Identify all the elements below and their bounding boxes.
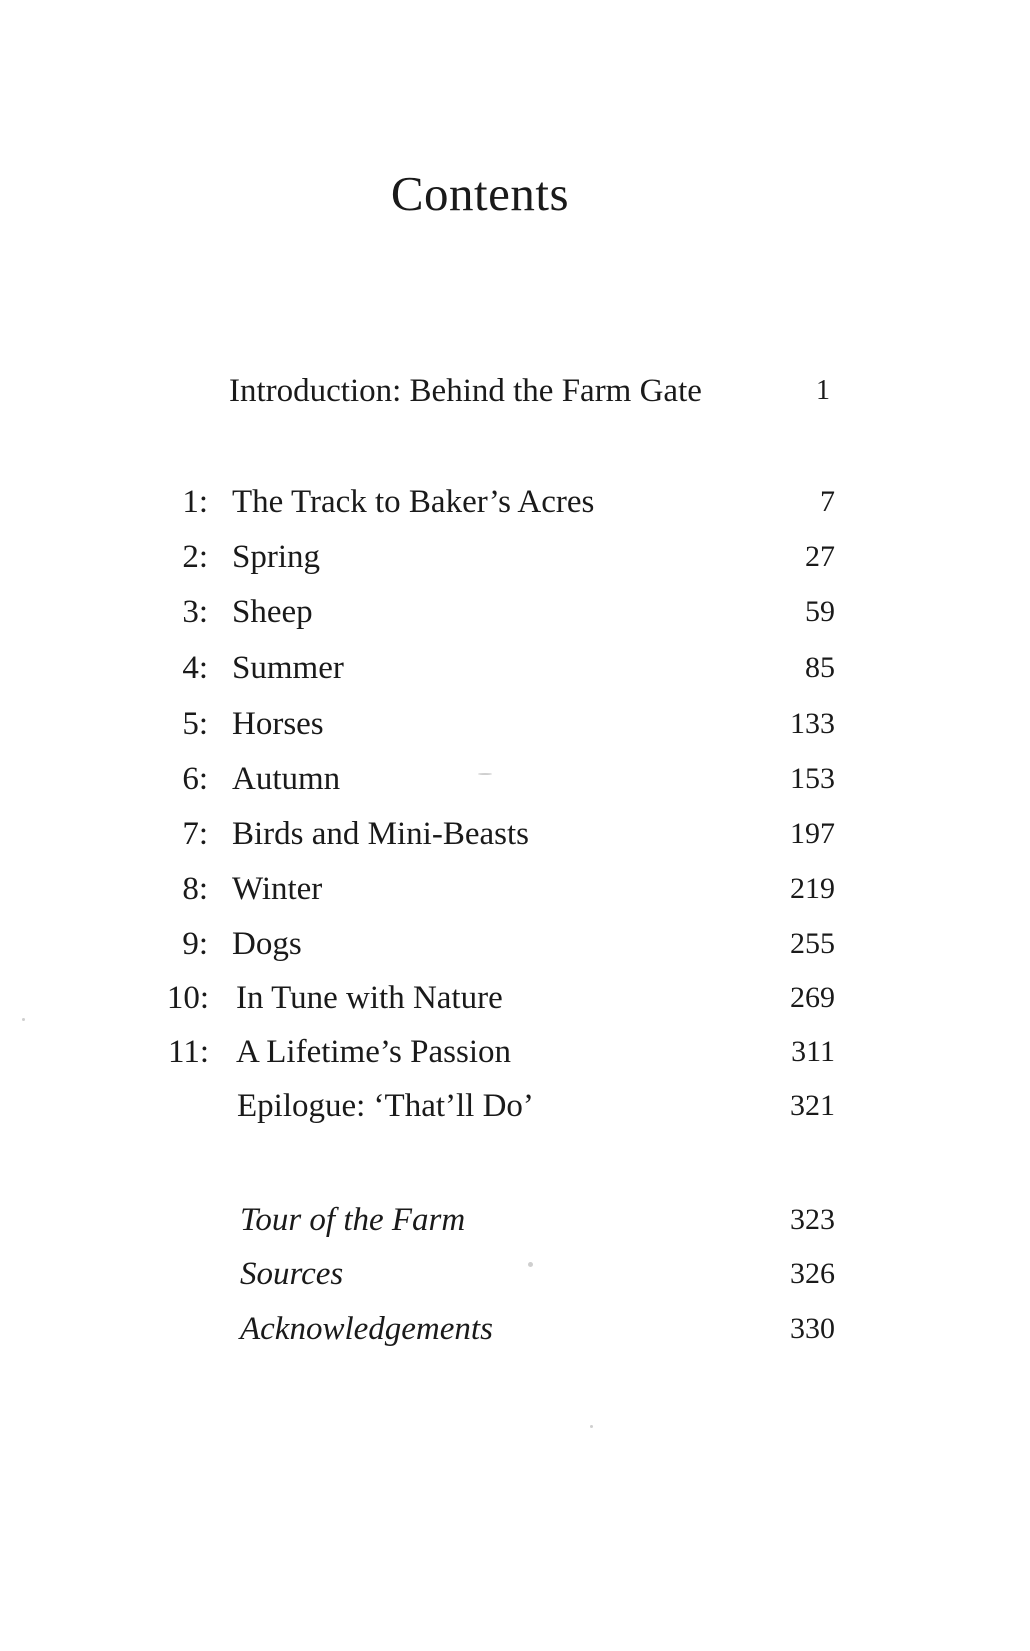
toc-entry-page: 323: [790, 1203, 835, 1236]
toc-entry-chapter-1: [0, 480, 1030, 524]
chapter-number: 11:: [168, 1034, 209, 1070]
toc-entry-label: Birds and Mini-Beasts: [232, 816, 529, 852]
scan-speck: [528, 1262, 533, 1267]
toc-entry-page: 133: [790, 707, 835, 740]
toc-entry-chapter-9: [0, 922, 1030, 966]
toc-entry-label: Introduction: Behind the Farm Gate: [229, 373, 702, 409]
chapter-number: 10:: [166, 980, 209, 1016]
toc-entry-label: Summer: [232, 650, 344, 686]
toc-entry-introduction: [0, 369, 1030, 413]
chapter-number: 9:: [182, 926, 208, 962]
toc-entry-page: 330: [790, 1312, 835, 1345]
scan-speck: [22, 1018, 25, 1021]
toc-entry-chapter-8: [0, 867, 1030, 911]
toc-entry-page: 326: [790, 1257, 835, 1290]
toc-entry-label: The Track to Baker’s Acres: [232, 484, 595, 520]
toc-entry-page: 153: [790, 762, 835, 795]
toc-entry-label: Autumn: [232, 761, 341, 797]
toc-entry-chapter-11: [0, 1030, 1030, 1074]
toc-entry-label: Sources: [240, 1256, 344, 1292]
chapter-number: 5:: [182, 706, 208, 742]
toc-entry-label: Dogs: [232, 926, 302, 962]
toc-entry-label: Tour of the Farm: [240, 1202, 466, 1238]
chapter-number: 1:: [182, 484, 208, 520]
toc-entry-chapter-6: [0, 757, 1030, 801]
toc-entry-tour-of-the-farm: [0, 1198, 1030, 1242]
toc-entry-label: In Tune with Nature: [236, 980, 503, 1016]
toc-entry-chapter-10: [0, 976, 1030, 1020]
chapter-number: 2:: [182, 539, 208, 575]
toc-entry-chapter-2: [0, 535, 1030, 579]
toc-entry-sources: [0, 1252, 1030, 1296]
toc-entry-page: 85: [805, 651, 835, 684]
toc-entry-chapter-4: [0, 646, 1030, 690]
toc-entry-chapter-3: [0, 590, 1030, 634]
toc-entry-acknowledgements: [0, 1307, 1030, 1351]
toc-entry-chapter-7: [0, 812, 1030, 856]
toc-entry-label: Winter: [232, 871, 323, 907]
toc-entry-chapter-5: [0, 702, 1030, 746]
chapter-number: 8:: [182, 871, 208, 907]
toc-entry-page: 7: [820, 485, 835, 518]
chapter-number: 7:: [182, 816, 208, 852]
toc-entry-label: Horses: [232, 706, 324, 742]
toc-entry-page: 1: [816, 375, 830, 406]
chapter-number: 6:: [182, 761, 208, 797]
toc-entry-page: 321: [790, 1089, 835, 1122]
page-title: Contents: [390, 166, 570, 221]
scan-speck: [590, 1425, 593, 1428]
toc-entry-label: Spring: [232, 539, 321, 575]
toc-entry-page: 197: [790, 817, 835, 850]
toc-entry-label: Sheep: [232, 594, 313, 630]
chapter-number: 3:: [182, 594, 208, 630]
toc-entry-page: 255: [790, 927, 835, 960]
toc-entry-page: 59: [805, 595, 835, 628]
scan-speck: [478, 773, 492, 775]
toc-entry-label: A Lifetime’s Passion: [236, 1034, 511, 1070]
toc-entry-page: 219: [790, 872, 835, 905]
toc-entry-label: Epilogue: ‘That’ll Do’: [237, 1088, 534, 1124]
toc-entry-page: 269: [790, 981, 835, 1014]
toc-entry-epilogue: [0, 1084, 1030, 1128]
toc-entry-label: Acknowledgements: [240, 1311, 493, 1347]
toc-entry-page: 311: [791, 1035, 835, 1068]
chapter-number: 4:: [182, 650, 208, 686]
toc-entry-page: 27: [805, 540, 835, 573]
